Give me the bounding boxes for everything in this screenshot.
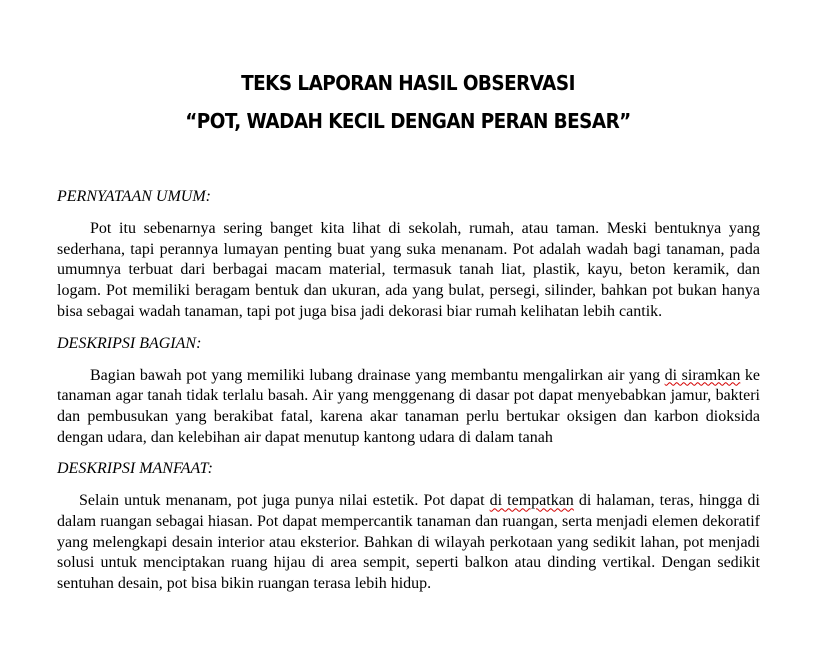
document-title: TEKS LAPORAN HASIL OBSERVASI: [241, 71, 575, 95]
paragraph-text: Bagian bawah pot yang memiliki lubang drainase yang membantu mengalirkan air yang: [90, 366, 665, 384]
paragraph-text: Selain untuk menanam, pot juga punya nilai estetik. Pot dapat: [79, 492, 490, 510]
spellcheck-flagged-word[interactable]: di siramkan: [664, 366, 741, 384]
paragraph-text: di halaman, teras, hingga di dalam ruangan sebagai hiasan. Pot dapat mempercantik tanaman dan ruangan, serta menjadi elemen dekoratif yang melengkapi desain interior atau eksterior. Bahkan di wilayah perkotaan yang sedikit lahan, pot menjadi solusi untuk menciptakan ruang hijau di area sempit, seperti balkon atau dinding vertikal. Dengan sedikit sentuhan desain, pot bisa bikin ruangan terasa lebih hidup.: [57, 492, 761, 593]
paragraph-text: ke tanaman agar tanah tidak terlalu basah. Air yang menggenang di dasar pot dapat menyebabkan jamur, bakteri dan pembusukan yang berakibat fatal, karena akar tanaman perlu bertukar oksigen dan karbon dioksida dengan udara, dan kelebihan air dapat menutup kantong udara di dalam tanah: [57, 366, 760, 446]
spellcheck-flagged-word[interactable]: di tempatkan: [489, 492, 574, 510]
paragraph-deskripsi-manfaat: [57, 491, 760, 595]
paragraph-pernyataan-umum: Pot itu sebenarnya sering banget kita lihat di sekolah, rumah, atau taman. Meski bentuknya yang sederhana, tapi perannya lumayan penting buat yang suka menanam. Pot adalah wadah bagi tanaman, pada umumnya terbuat dari berbagai macam material, termasuk tanah liat, plastik, kayu, beton keramik, dan logam. Pot memiliki beragam bentuk dan ukuran, ada yang bulat, persegi, silinder, bahkan pot bukan hanya bisa sebagai wadah tanaman, tapi pot juga bisa jadi dekorasi biar rumah kelihatan lebih cantik.: [57, 220, 760, 320]
section-heading-deskripsi-manfaat: DESKRIPSI MANFAAT:: [57, 460, 213, 478]
title-block: [0, 70, 816, 134]
section-heading-pernyataan-umum: PERNYATAAN UMUM:: [57, 188, 211, 205]
paragraph-deskripsi-bagian: [57, 366, 760, 449]
document-body[interactable]: [57, 187, 760, 606]
document-subtitle: “POT, WADAH KECIL DENGAN PERAN BESAR”: [185, 109, 631, 133]
section-heading-deskripsi-bagian: DESKRIPSI BAGIAN:: [57, 334, 202, 352]
